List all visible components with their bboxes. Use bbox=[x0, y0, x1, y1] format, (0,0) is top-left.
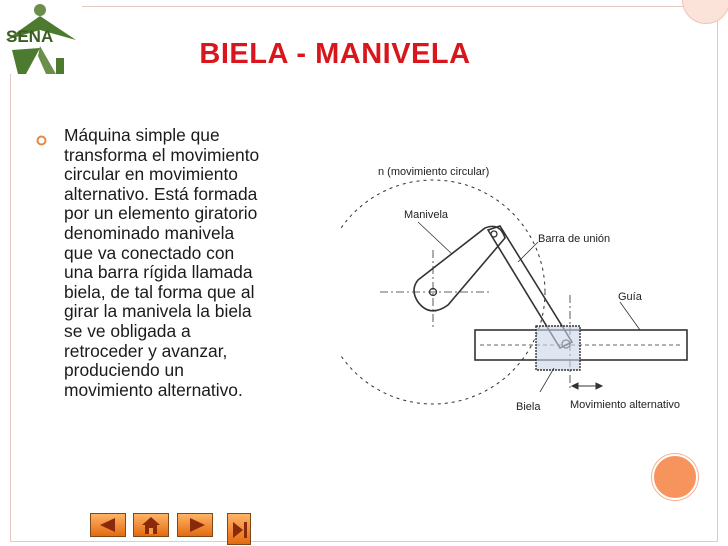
body-line: Máquina simple que bbox=[64, 125, 220, 145]
skip-end-icon bbox=[232, 522, 248, 538]
arrow-left-icon bbox=[99, 518, 117, 532]
arrow-right-icon bbox=[188, 518, 206, 532]
home-button[interactable] bbox=[133, 513, 169, 537]
label-joint-bar: Barra de unión bbox=[538, 233, 611, 245]
sena-logo bbox=[0, 0, 82, 74]
decorative-circle-orange bbox=[652, 454, 698, 500]
body-line: denominado manivela bbox=[64, 222, 235, 243]
body-line: produciendo un bbox=[64, 360, 184, 381]
body-line: alternativo. Está formada bbox=[64, 183, 258, 204]
label-rotation: n (movimiento circular) bbox=[378, 166, 490, 178]
label-rod: Biela bbox=[516, 401, 541, 413]
body-line: retroceder y avanzar, bbox=[64, 340, 228, 361]
slider bbox=[536, 326, 580, 370]
crank-rod-diagram bbox=[340, 150, 700, 430]
last-slide-button[interactable] bbox=[227, 513, 251, 545]
previous-button[interactable] bbox=[90, 513, 126, 537]
crank-arm bbox=[414, 226, 505, 310]
slide-title: BIELA - MANIVELA bbox=[199, 38, 471, 70]
body-line: movimiento alternativo. bbox=[64, 379, 243, 400]
next-button[interactable] bbox=[177, 513, 213, 537]
body-line: girar la manivela la biela bbox=[64, 301, 252, 322]
label-alt-motion: Movimiento alternativo bbox=[570, 399, 681, 411]
logo-text: SENA bbox=[6, 27, 54, 46]
home-icon bbox=[142, 517, 160, 534]
bullet-icon bbox=[36, 135, 47, 146]
body-line: que va conectado con bbox=[64, 242, 235, 263]
body-line: biela, de tal forma que al bbox=[64, 281, 255, 302]
label-crank: Manivela bbox=[404, 209, 449, 221]
label-guide: Guía bbox=[618, 291, 642, 303]
body-line: circular en movimiento bbox=[64, 164, 238, 185]
body-line: transforma el movimiento bbox=[64, 144, 260, 165]
body-text bbox=[64, 126, 324, 400]
body-line: una barra rígida llamada bbox=[64, 262, 253, 283]
body-line: se ve obligada a bbox=[64, 320, 191, 341]
body-line: por un elemento giratorio bbox=[64, 203, 258, 224]
